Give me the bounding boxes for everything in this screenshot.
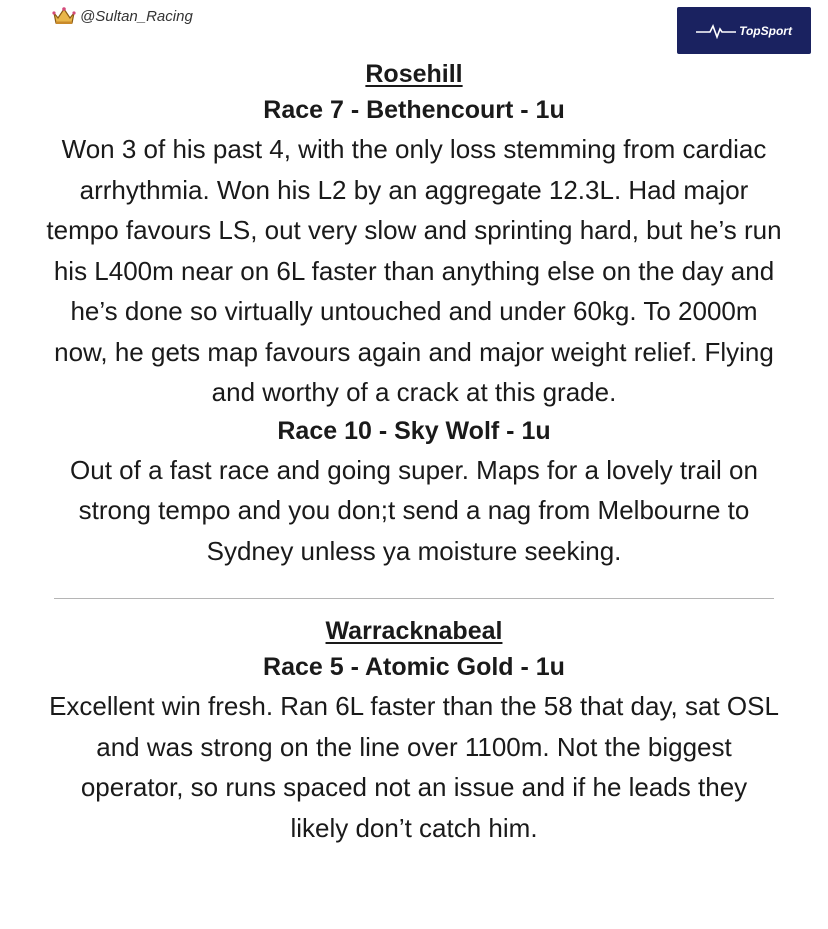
race-heading: Race 7 - Bethencourt - 1u <box>263 96 565 124</box>
heartbeat-icon <box>696 23 736 39</box>
section-warracknabeal <box>0 613 828 848</box>
sponsor-name: TopSport <box>739 23 792 38</box>
account-handle <box>52 6 193 26</box>
section-divider <box>54 598 774 599</box>
tip-description: Excellent win fresh. Ran 6L faster than the 58 that day, sat OSL and was strong on the line over 1100m. Not the biggest operator, so runs spaced not an issue and if he leads they likely don’t catch him. <box>49 691 779 843</box>
crown-icon <box>52 6 76 26</box>
section-rosehill <box>0 56 828 571</box>
handle-text: @Sultan_Racing <box>80 7 193 25</box>
tip-description: Out of a fast race and going super. Maps for a lovely trail on strong tempo and you don;t send a nag from Melbourne to Sydney unless ya moisture seeking. <box>70 454 758 566</box>
race-heading: Race 10 - Sky Wolf - 1u <box>277 416 551 445</box>
race-heading: Race 5 - Atomic Gold - 1u <box>263 653 565 681</box>
tip-description: Won 3 of his past 4, with the only loss stemming from cardiac arrhythmia. Won his L2 by an aggregate 12.3L. Had major tempo favours LS, out very slow and sprinting hard, but he’s run his L400m near on 6L faster than anything else on the day and he’s done so virtually untouched and under 60kg. To 2000m now, he gets map favours again and major weight relief. Flying and worthy of a crack at this grade. <box>46 134 782 407</box>
sponsor-logo <box>677 7 811 54</box>
tips-content <box>0 56 828 848</box>
venue-heading: Warracknabeal <box>325 617 503 645</box>
venue-heading: Rosehill <box>365 60 463 88</box>
